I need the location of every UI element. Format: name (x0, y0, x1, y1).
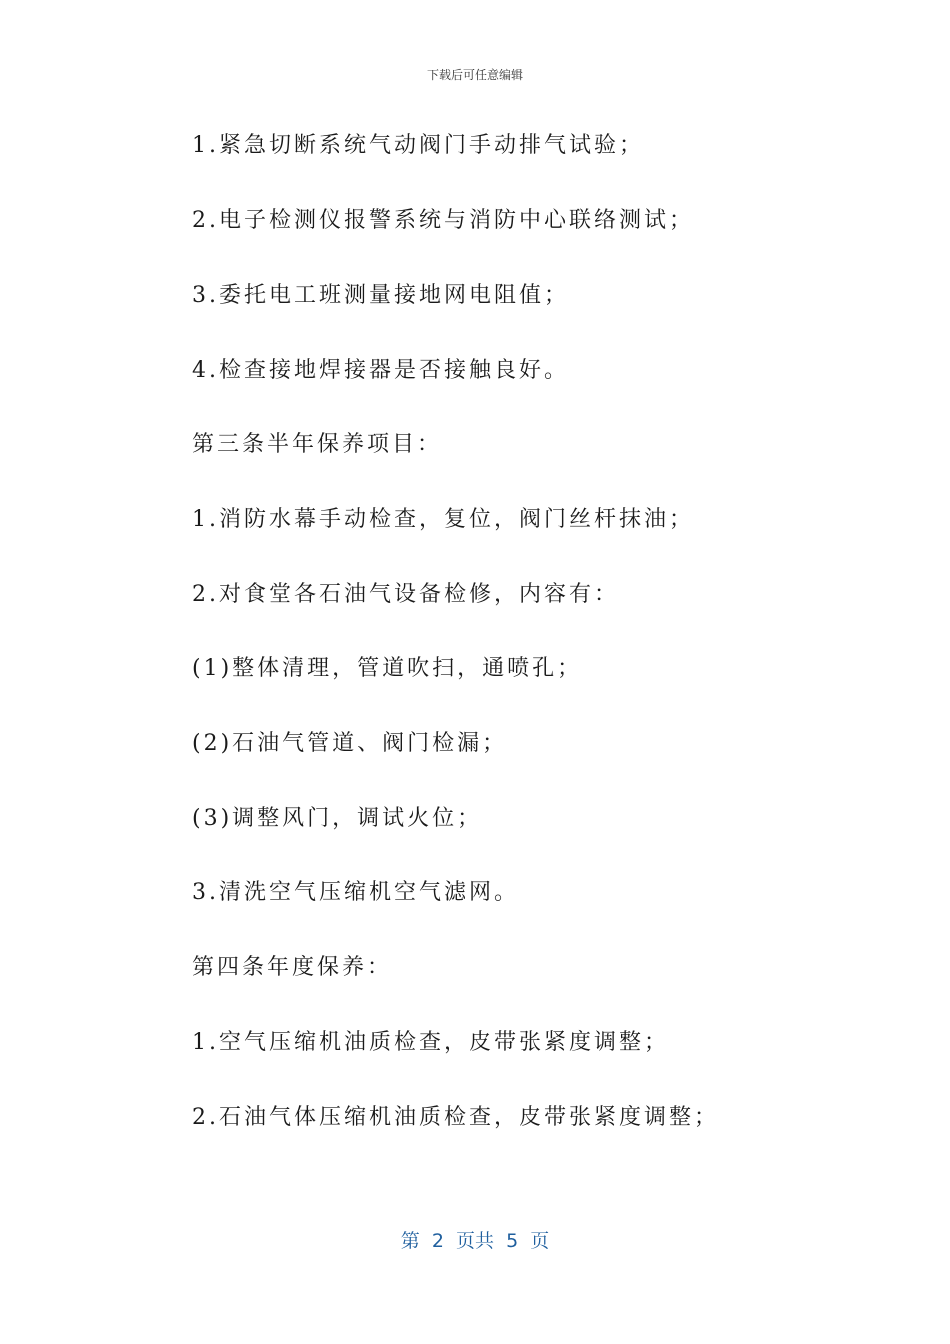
text-line: (2)石油气管道、阀门检漏； (192, 731, 508, 756)
text-line: 4.检查接地焊接器是否接触良好。 (192, 358, 569, 383)
text-line: 1.消防水幕手动检查，复位，阀门丝杆抹油； (192, 507, 694, 532)
text-line: 1.空气压缩机油质检查，皮带张紧度调整； (192, 1030, 669, 1055)
text-line: 2.对食堂各石油气设备检修，内容有： (192, 582, 619, 607)
page-header: 下载后可任意编辑 (426, 68, 523, 82)
text-line: (1)整体清理，管道吹扫，通喷孔； (192, 656, 583, 681)
text-line: 2.石油气体压缩机油质检查，皮带张紧度调整； (192, 1105, 719, 1130)
text-line: (3)调整风门，调试火位； (192, 806, 483, 831)
section-heading: 第四条年度保养： (192, 955, 393, 980)
section-heading: 第三条半年保养项目： (192, 432, 443, 457)
text-line: 1.紧急切断系统气动阀门手动排气试验； (192, 133, 644, 158)
text-line: 3.委托电工班测量接地网电阻值； (192, 283, 569, 308)
text-line: 2.电子检测仪报警系统与消防中心联络测试； (192, 208, 694, 233)
text-line: 3.清洗空气压缩机空气滤网。 (192, 880, 519, 905)
page-number-footer: 第 2 页共 5 页 (400, 1230, 550, 1252)
